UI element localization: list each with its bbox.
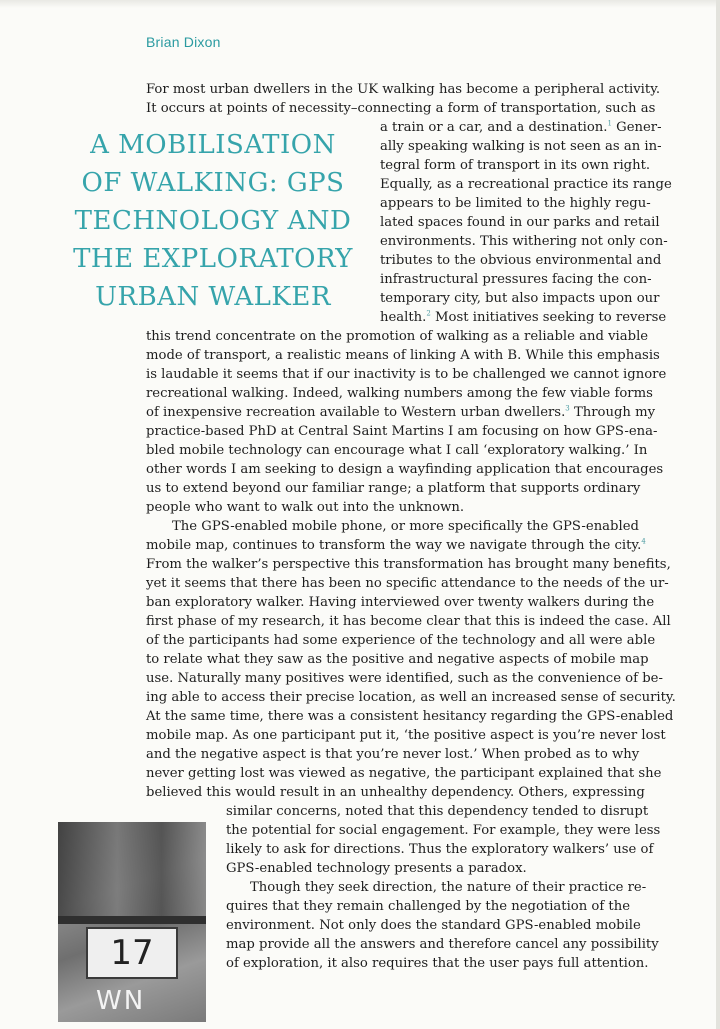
body-line: similar concerns, noted that this dependency tended to disrupt: [226, 804, 649, 819]
body-line: mode of transport, a realistic means of linking A with B. While this emphasis: [146, 348, 660, 363]
body-line: For most urban dwellers in the UK walking has become a peripheral activity.: [146, 82, 661, 97]
body-line: appears to be limited to the highly regu-: [380, 196, 651, 211]
body-line: Though they seek direction, the nature of their practice re-: [250, 880, 647, 895]
body-line: other words I am seeking to design a wayfinding application that encourages: [146, 462, 664, 477]
footnote-marker: 1: [607, 119, 612, 128]
body-line: practice-based PhD at Central Saint Martins I am focusing on how GPS-ena-: [146, 424, 658, 439]
body-line: recreational walking. Indeed, walking numbers among the few viable forms: [146, 386, 653, 401]
body-line: At the same time, there was a consistent hesitancy regarding the GPS-enabled: [146, 709, 674, 724]
body-line: first phase of my research, it has become clear that this is indeed the case. All: [146, 614, 671, 629]
body-line: and the negative aspect is that you’re never lost.’ When probed as to why: [146, 747, 640, 762]
article-title: [58, 126, 368, 316]
photo-background: [58, 822, 206, 917]
title-line: TECHNOLOGY AND: [74, 206, 352, 236]
plate-letters: WN: [96, 986, 146, 1016]
body-line: us to extend beyond our familiar range; a platform that supports ordinary: [146, 481, 641, 496]
body-line: infrastructural pressures facing the con-: [380, 272, 652, 287]
body-line: tegral form of transport in its own right.: [380, 158, 651, 173]
body-line: a train or a car, and a destination.$^1$ Gener-: [380, 119, 662, 135]
footnote-marker: 3: [565, 404, 570, 413]
body-line: The GPS-enabled mobile phone, or more specifically the GPS-enabled: [172, 519, 639, 534]
body-line: environment. Not only does the standard GPS-enabled mobile: [226, 918, 641, 933]
photo-rail: [58, 916, 206, 924]
body-line: It occurs at points of necessity–connecting a form of transportation, such as: [146, 101, 656, 116]
body-line: map provide all the answers and therefore cancel any possibility: [226, 937, 659, 952]
page-right-edge: [716, 0, 720, 1029]
body-line: ing able to access their precise location, as well an increased sense of security.: [146, 690, 676, 705]
body-line: Equally, as a recreational practice its range: [380, 177, 672, 192]
footnote-marker: 4: [641, 537, 646, 546]
body-line: health.$^2$ Most initiatives seeking to reverse: [380, 309, 667, 325]
body-line: to relate what they saw as the positive and negative aspects of mobile map: [146, 652, 649, 667]
body-line: of inexpensive recreation available to Western urban dwellers.$^3$ Through my: [146, 404, 656, 420]
body-line: ally speaking walking is not seen as an in-: [380, 139, 662, 154]
body-line: ban exploratory walker. Having interviewed over twenty walkers during the: [146, 595, 655, 610]
title-line: A MOBILISATION: [90, 130, 336, 160]
body-line: yet it seems that there has been no specific attendance to the needs of the ur-: [146, 576, 669, 591]
body-line: use. Naturally many positives were identified, such as the convenience of be-: [146, 671, 663, 686]
body-line: lated spaces found in our parks and retail: [380, 215, 660, 230]
page-edge-shadow: [0, 0, 720, 8]
number-plate: 17: [86, 927, 178, 979]
body-line: environments. This withering not only con-: [380, 234, 668, 249]
body-line: of exploration, it also requires that the user pays full attention.: [226, 956, 649, 971]
body-line: the potential for social engagement. For example, they were less: [226, 823, 661, 838]
title-line: THE EXPLORATORY: [73, 244, 353, 274]
inset-photo: [58, 822, 206, 1022]
title-line: URBAN WALKER: [95, 282, 331, 312]
body-line: believed this would result in an unhealthy dependency. Others, expressing: [146, 785, 645, 800]
body-line: mobile map, continues to transform the way we navigate through the city.$^4$: [146, 537, 646, 553]
footnote-marker: 2: [426, 309, 431, 318]
title-line: OF WALKING: GPS: [81, 168, 345, 198]
body-line: temporary city, but also impacts upon our: [380, 291, 660, 306]
body-line: never getting lost was viewed as negative, the participant explained that she: [146, 766, 662, 781]
body-line: people who want to walk out into the unknown.: [146, 500, 465, 515]
body-line: bled mobile technology can encourage what I call ‘exploratory walking.’ In: [146, 443, 648, 458]
body-line: mobile map. As one participant put it, ‘the positive aspect is you’re never lost: [146, 728, 666, 743]
body-line: tributes to the obvious environmental and: [380, 253, 662, 268]
body-line: of the participants had some experience of the technology and all were able: [146, 633, 656, 648]
running-header-author: Brian Dixon: [146, 34, 221, 50]
body-line: is laudable it seems that if our inactivity is to be challenged we cannot ignore: [146, 367, 667, 382]
body-line: this trend concentrate on the promotion of walking as a reliable and viable: [146, 329, 649, 344]
body-line: From the walker’s perspective this transformation has brought many benefits,: [146, 557, 671, 572]
body-line: GPS-enabled technology presents a paradox.: [226, 861, 527, 876]
body-line: quires that they remain challenged by the negotiation of the: [226, 899, 631, 914]
body-line: likely to ask for directions. Thus the exploratory walkers’ use of: [226, 842, 654, 857]
